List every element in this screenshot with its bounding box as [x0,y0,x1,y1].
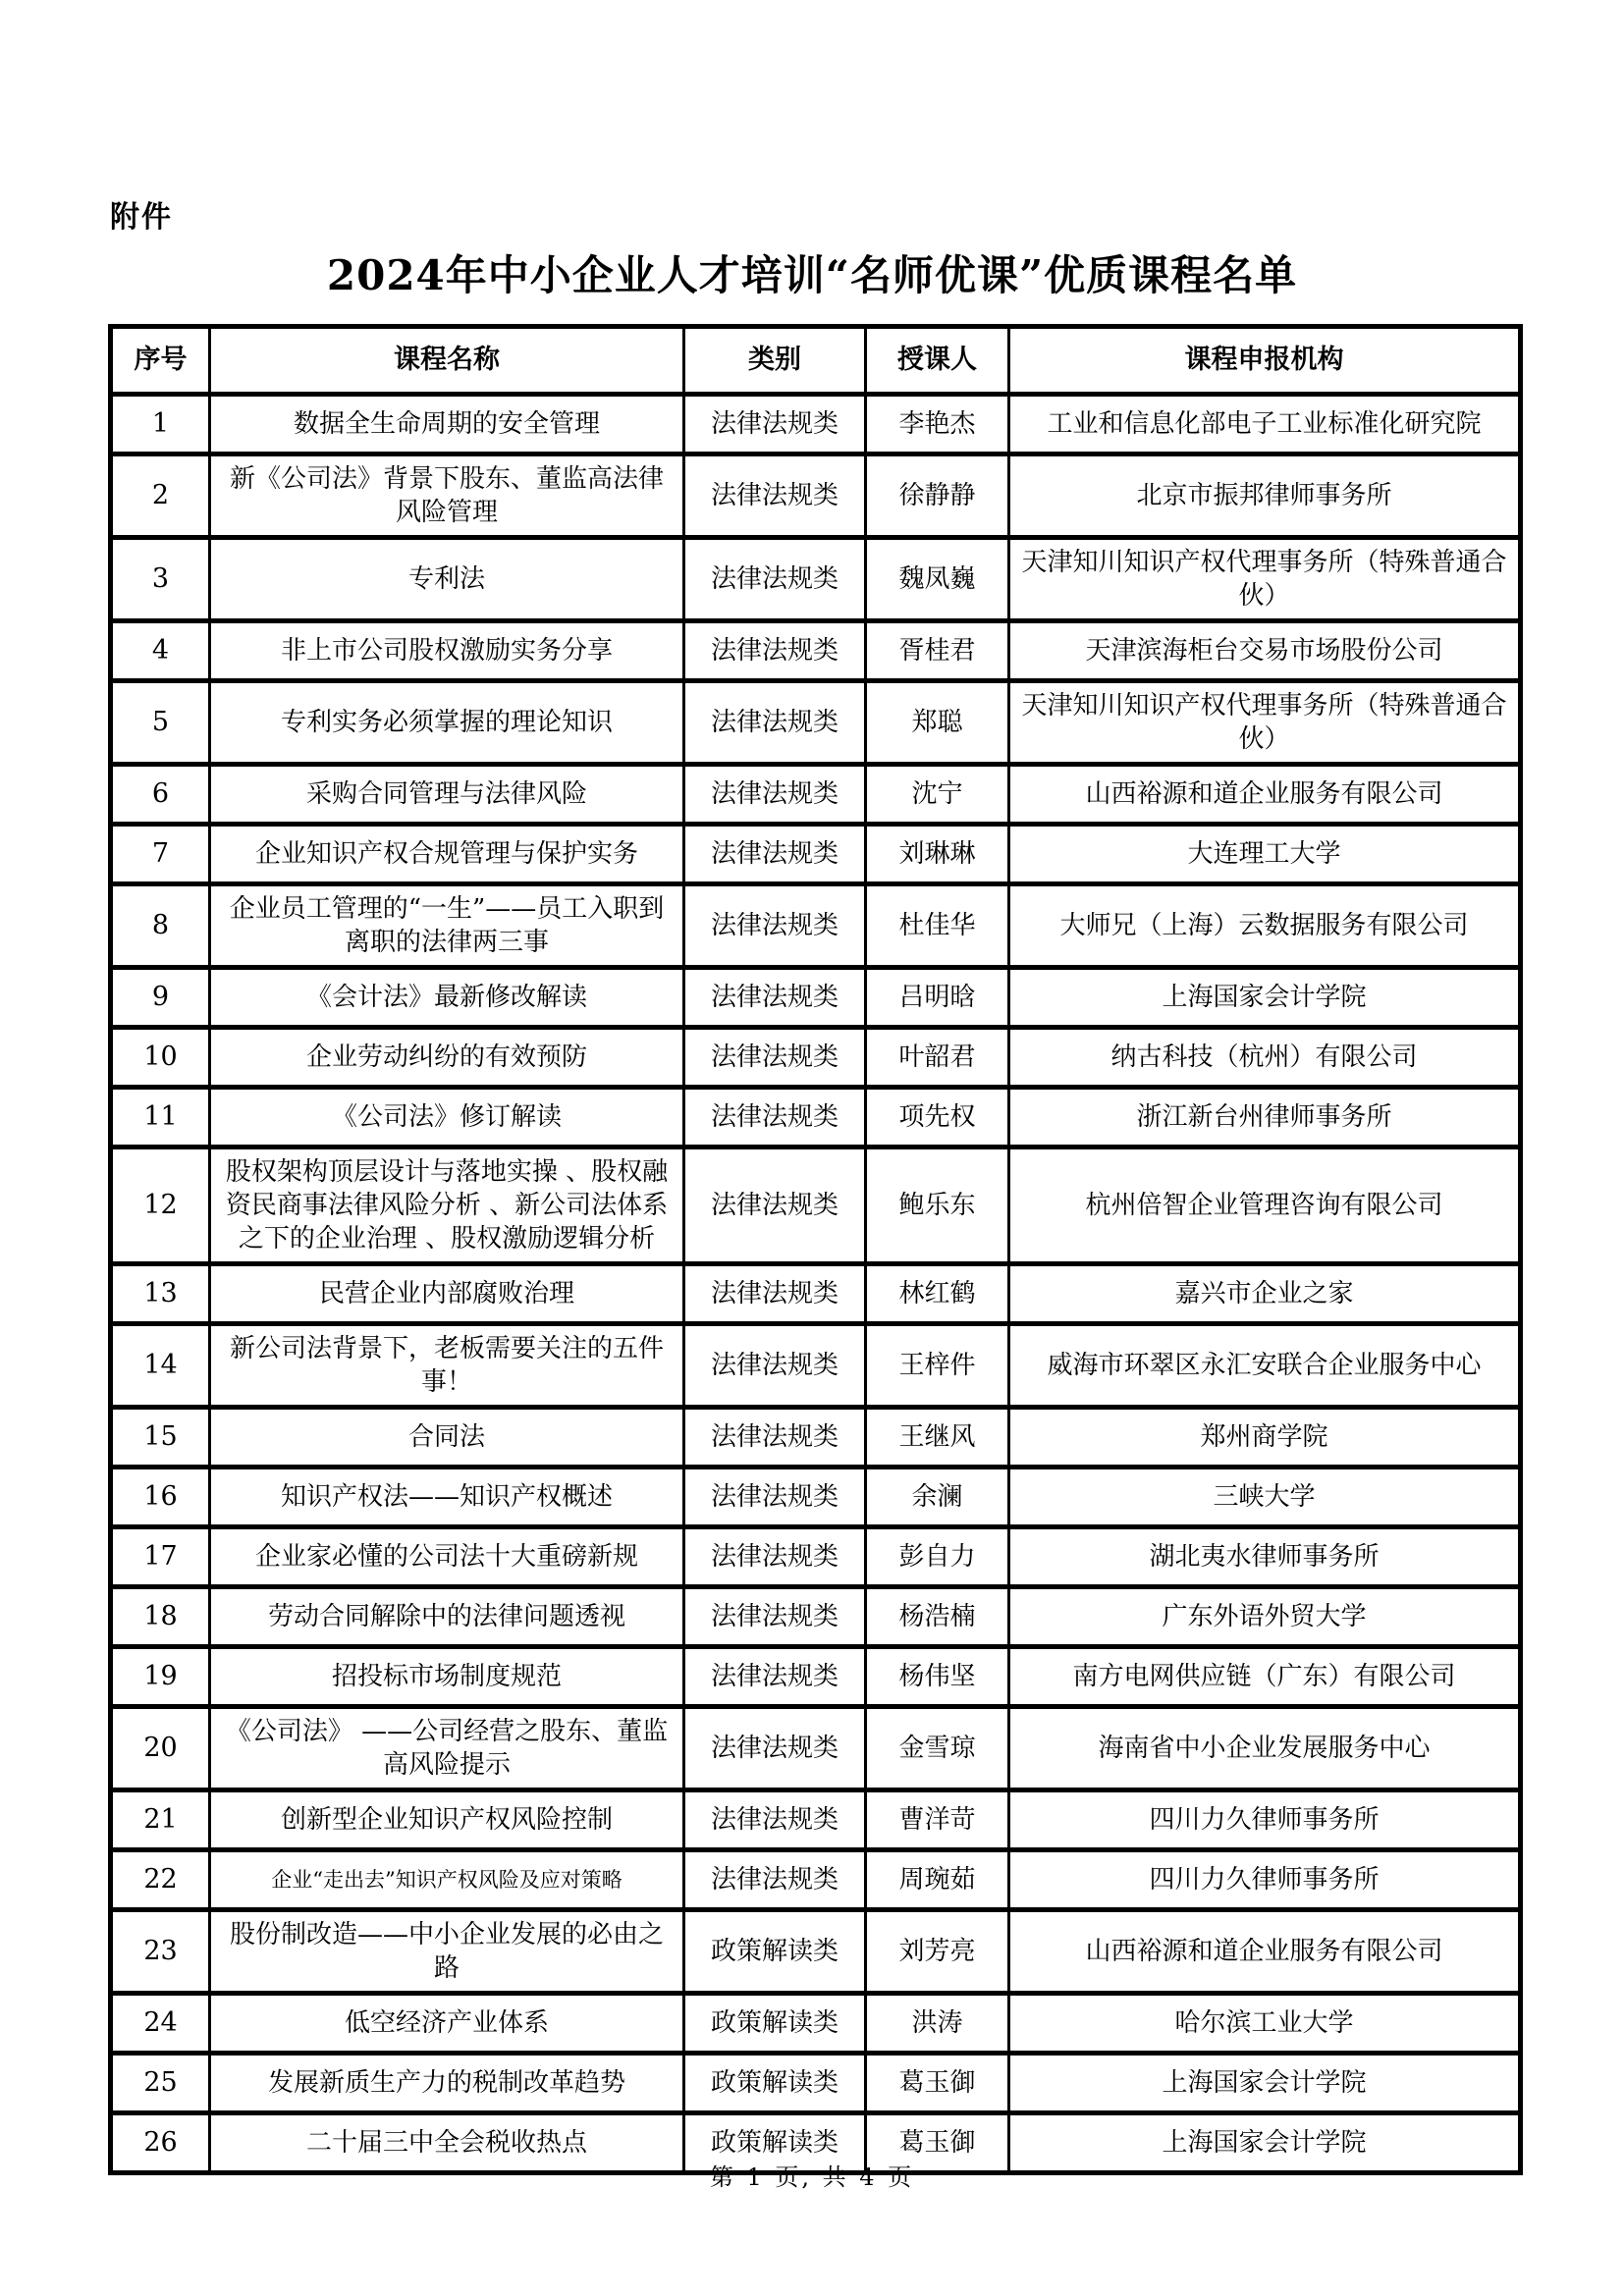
table-row [111,1527,1521,1587]
cell-no: 8 [111,884,210,968]
cell-no: 26 [111,2113,210,2173]
table-row [111,1790,1521,1850]
cell-course: 企业知识产权合规管理与保护实务 [210,825,684,884]
table-row [111,2054,1521,2113]
cell-course: 专利法 [210,538,684,621]
cell-course: 《公司法》 ——公司经营之股东、董监高风险提示 [210,1707,684,1790]
cell-category: 政策解读类 [684,2113,866,2173]
cell-teacher: 彭自力 [866,1527,1009,1587]
cell-category: 法律法规类 [684,1790,866,1850]
cell-teacher: 王继风 [866,1408,1009,1468]
cell-org: 山西裕源和道企业服务有限公司 [1009,765,1521,825]
cell-course: 专利实务必须掌握的理论知识 [210,681,684,765]
cell-course: 股权架构顶层设计与落地实操 、股权融资民商事法律风险分析 、新公司法体系之下的企业治理 、股权激励逻辑分析 [210,1148,684,1264]
cell-course: 数据全生命周期的安全管理 [210,395,684,454]
cell-course: 企业“走出去”知识产权风险及应对策略 [210,1850,684,1910]
attachment-label: 附件 [110,200,173,235]
cell-course: 采购合同管理与法律风险 [210,765,684,825]
cell-org: 天津知川知识产权代理事务所（特殊普通合伙） [1009,681,1521,765]
cell-no: 9 [111,968,210,1028]
cell-no: 21 [111,1790,210,1850]
cell-no: 20 [111,1707,210,1790]
cell-category: 法律法规类 [684,884,866,968]
cell-teacher: 杨伟坚 [866,1647,1009,1707]
cell-no: 6 [111,765,210,825]
cell-org: 上海国家会计学院 [1009,968,1521,1028]
cell-no: 18 [111,1587,210,1647]
cell-course: 非上市公司股权激励实务分享 [210,621,684,681]
cell-teacher: 项先权 [866,1088,1009,1148]
cell-no: 17 [111,1527,210,1587]
cell-teacher: 杜佳华 [866,884,1009,968]
cell-org: 广东外语外贸大学 [1009,1587,1521,1647]
cell-course: 股份制改造——中小企业发展的必由之路 [210,1910,684,1994]
table-row [111,538,1521,621]
cell-org: 北京市振邦律师事务所 [1009,454,1521,538]
cell-org: 浙江新台州律师事务所 [1009,1088,1521,1148]
cell-course: 合同法 [210,1408,684,1468]
table-row [111,884,1521,968]
cell-category: 法律法规类 [684,621,866,681]
cell-course: 企业员工管理的“一生”——员工入职到离职的法律两三事 [210,884,684,968]
cell-course: 新公司法背景下，老板需要关注的五件事！ [210,1324,684,1408]
cell-course: 低空经济产业体系 [210,1994,684,2054]
cell-category: 政策解读类 [684,1994,866,2054]
cell-no: 23 [111,1910,210,1994]
cell-course: 企业劳动纠纷的有效预防 [210,1028,684,1088]
table-row [111,681,1521,765]
cell-teacher: 徐静静 [866,454,1009,538]
table-row [111,621,1521,681]
cell-category: 法律法规类 [684,538,866,621]
table-row [111,1994,1521,2054]
header-cell-category: 类别 [684,327,866,395]
cell-category: 法律法规类 [684,1707,866,1790]
table-row [111,1324,1521,1408]
cell-teacher: 胥桂君 [866,621,1009,681]
cell-teacher: 杨浩楠 [866,1587,1009,1647]
table-row [111,1148,1521,1264]
cell-category: 法律法规类 [684,1468,866,1527]
table-row [111,1408,1521,1468]
table-row [111,1468,1521,1527]
cell-no: 5 [111,681,210,765]
cell-category: 政策解读类 [684,1910,866,1994]
table-row [111,1028,1521,1088]
cell-course: 民营企业内部腐败治理 [210,1264,684,1324]
table-row [111,1587,1521,1647]
cell-teacher: 林红鹤 [866,1264,1009,1324]
cell-teacher: 李艳杰 [866,395,1009,454]
cell-category: 法律法规类 [684,1408,866,1468]
table-row [111,1647,1521,1707]
cell-course: 创新型企业知识产权风险控制 [210,1790,684,1850]
cell-org: 工业和信息化部电子工业标准化研究院 [1009,395,1521,454]
cell-category: 法律法规类 [684,1028,866,1088]
header-cell-course: 课程名称 [210,327,684,395]
cell-course: 发展新质生产力的税制改革趋势 [210,2054,684,2113]
table-row [111,968,1521,1028]
cell-category: 法律法规类 [684,1527,866,1587]
cell-org: 大连理工大学 [1009,825,1521,884]
cell-teacher: 魏凤巍 [866,538,1009,621]
cell-teacher: 郑聪 [866,681,1009,765]
cell-category: 法律法规类 [684,968,866,1028]
cell-course: 《公司法》修订解读 [210,1088,684,1148]
cell-org: 湖北夷水律师事务所 [1009,1527,1521,1587]
header-row [111,327,1521,395]
cell-no: 19 [111,1647,210,1707]
cell-course: 新《公司法》背景下股东、董监高法律风险管理 [210,454,684,538]
cell-no: 12 [111,1148,210,1264]
page-title: 2024年中小企业人才培训“名师优课”优质课程名单 [326,251,1298,299]
cell-course: 知识产权法——知识产权概述 [210,1468,684,1527]
cell-org: 纳古科技（杭州）有限公司 [1009,1028,1521,1088]
cell-org: 天津知川知识产权代理事务所（特殊普通合伙） [1009,538,1521,621]
cell-no: 24 [111,1994,210,2054]
page-footer: 第 1 页, 共 4 页 [709,2163,915,2191]
courses-table [108,324,1523,2175]
cell-no: 2 [111,454,210,538]
cell-category: 法律法规类 [684,765,866,825]
cell-category: 法律法规类 [684,1324,866,1408]
cell-no: 22 [111,1850,210,1910]
cell-org: 大师兄（上海）云数据服务有限公司 [1009,884,1521,968]
cell-category: 法律法规类 [684,825,866,884]
cell-org: 山西裕源和道企业服务有限公司 [1009,1910,1521,1994]
cell-category: 法律法规类 [684,454,866,538]
cell-no: 4 [111,621,210,681]
header-cell-org: 课程申报机构 [1009,327,1521,395]
cell-category: 法律法规类 [684,1148,866,1264]
cell-category: 法律法规类 [684,1587,866,1647]
cell-teacher: 吕明晗 [866,968,1009,1028]
cell-category: 法律法规类 [684,1850,866,1910]
cell-no: 15 [111,1408,210,1468]
courses-table-container [108,324,1518,2175]
cell-course: 企业家必懂的公司法十大重磅新规 [210,1527,684,1587]
cell-org: 杭州倍智企业管理咨询有限公司 [1009,1148,1521,1264]
table-row [111,1088,1521,1148]
cell-org: 四川力久律师事务所 [1009,1850,1521,1910]
cell-no: 13 [111,1264,210,1324]
cell-no: 3 [111,538,210,621]
cell-no: 25 [111,2054,210,2113]
cell-org: 上海国家会计学院 [1009,2113,1521,2173]
cell-org: 海南省中小企业发展服务中心 [1009,1707,1521,1790]
cell-teacher: 曹洋苛 [866,1790,1009,1850]
table-row [111,825,1521,884]
cell-category: 法律法规类 [684,1647,866,1707]
cell-teacher: 王梓件 [866,1324,1009,1408]
cell-org: 天津滨海柜台交易市场股份公司 [1009,621,1521,681]
table-row [111,1264,1521,1324]
cell-teacher: 金雪琼 [866,1707,1009,1790]
cell-teacher: 周琬茹 [866,1850,1009,1910]
header-cell-teacher: 授课人 [866,327,1009,395]
cell-no: 11 [111,1088,210,1148]
cell-org: 上海国家会计学院 [1009,2054,1521,2113]
cell-teacher: 葛玉御 [866,2113,1009,2173]
cell-course: 招投标市场制度规范 [210,1647,684,1707]
cell-teacher: 鲍乐东 [866,1148,1009,1264]
cell-org: 三峡大学 [1009,1468,1521,1527]
cell-org: 嘉兴市企业之家 [1009,1264,1521,1324]
cell-course: 《会计法》最新修改解读 [210,968,684,1028]
cell-category: 法律法规类 [684,1088,866,1148]
cell-no: 16 [111,1468,210,1527]
cell-org: 郑州商学院 [1009,1408,1521,1468]
cell-teacher: 刘琳琳 [866,825,1009,884]
cell-category: 法律法规类 [684,681,866,765]
table-row [111,1850,1521,1910]
cell-teacher: 葛玉御 [866,2054,1009,2113]
cell-org: 四川力久律师事务所 [1009,1790,1521,1850]
table-row [111,765,1521,825]
cell-org: 哈尔滨工业大学 [1009,1994,1521,2054]
cell-course: 劳动合同解除中的法律问题透视 [210,1587,684,1647]
cell-no: 14 [111,1324,210,1408]
cell-no: 10 [111,1028,210,1088]
cell-teacher: 余澜 [866,1468,1009,1527]
table-body [111,395,1521,2173]
cell-no: 1 [111,395,210,454]
cell-category: 法律法规类 [684,395,866,454]
header-cell-no: 序号 [111,327,210,395]
cell-teacher: 沈宁 [866,765,1009,825]
cell-org: 南方电网供应链（广东）有限公司 [1009,1647,1521,1707]
cell-teacher: 洪涛 [866,1994,1009,2054]
cell-org: 威海市环翠区永汇安联合企业服务中心 [1009,1324,1521,1408]
cell-no: 7 [111,825,210,884]
table-row [111,395,1521,454]
table-row [111,454,1521,538]
cell-category: 法律法规类 [684,1264,866,1324]
cell-teacher: 刘芳亮 [866,1910,1009,1994]
cell-course: 二十届三中全会税收热点 [210,2113,684,2173]
cell-category: 政策解读类 [684,2054,866,2113]
table-row [111,1707,1521,1790]
table-row [111,1910,1521,1994]
cell-teacher: 叶韶君 [866,1028,1009,1088]
